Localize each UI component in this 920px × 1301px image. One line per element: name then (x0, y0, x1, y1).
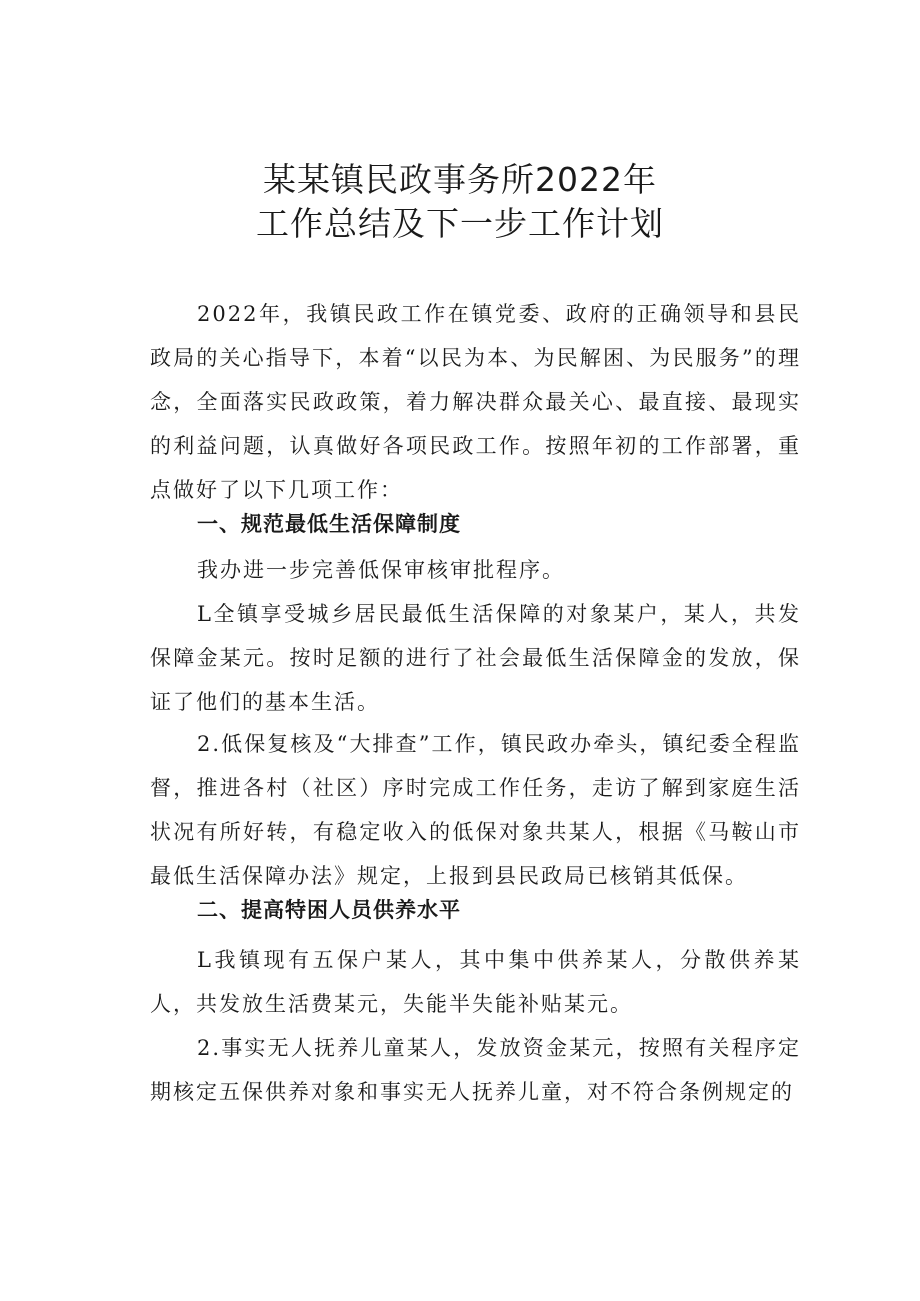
section-1-paragraph-0: 我办进一步完善低保审核审批程序。 (197, 558, 565, 582)
section-1-paragraph-1: L全镇享受城乡居民最低生活保障的对象某户，某人，共发保障金某元。按时足额的进行了社会最低生活保障金的发放，保证了他们的基本生活。 (150, 602, 801, 714)
section-2-paragraph-1: L我镇现有五保户某人，其中集中供养某人，分散供养某人，共发放生活费某元，失能半失能补贴某元。 (150, 948, 801, 1016)
section-1-paragraph-2: 2.低保复核及“大排查”工作，镇民政办牵头，镇纪委全程监督，推进各村（社区）序时完成工作任务，走访了解到家庭生活状况有所好转，有稳定收入的低保对象共某人，根据《马鞍山市最低生活保障办法》规定，上报到县民政局已核销其低保。 (150, 732, 801, 888)
section-heading-2: 二、提高特困人员供养水平 (197, 898, 461, 922)
section-heading-1: 一、规范最低生活保障制度 (197, 512, 461, 536)
document-title-line-1: 某某镇民政事务所2022年 (263, 160, 657, 199)
intro-paragraph: 2022年，我镇民政工作在镇党委、政府的正确领导和县民政局的关心指导下，本着“以民为本、为民解困、为民服务”的理念，全面落实民政政策，着力解决群众最关心、最直接、最现实的利益问题，认真做好各项民政工作。按照年初的工作部署，重点做好了以下几项工作： (150, 302, 801, 502)
document-title-line-2: 工作总结及下一步工作计划 (256, 204, 664, 243)
section-2-paragraph-2: 2.事实无人抚养儿童某人，发放资金某元，按照有关程序定期核定五保供养对象和事实无人抚养儿童，对不符合条例规定的 (150, 1036, 801, 1104)
